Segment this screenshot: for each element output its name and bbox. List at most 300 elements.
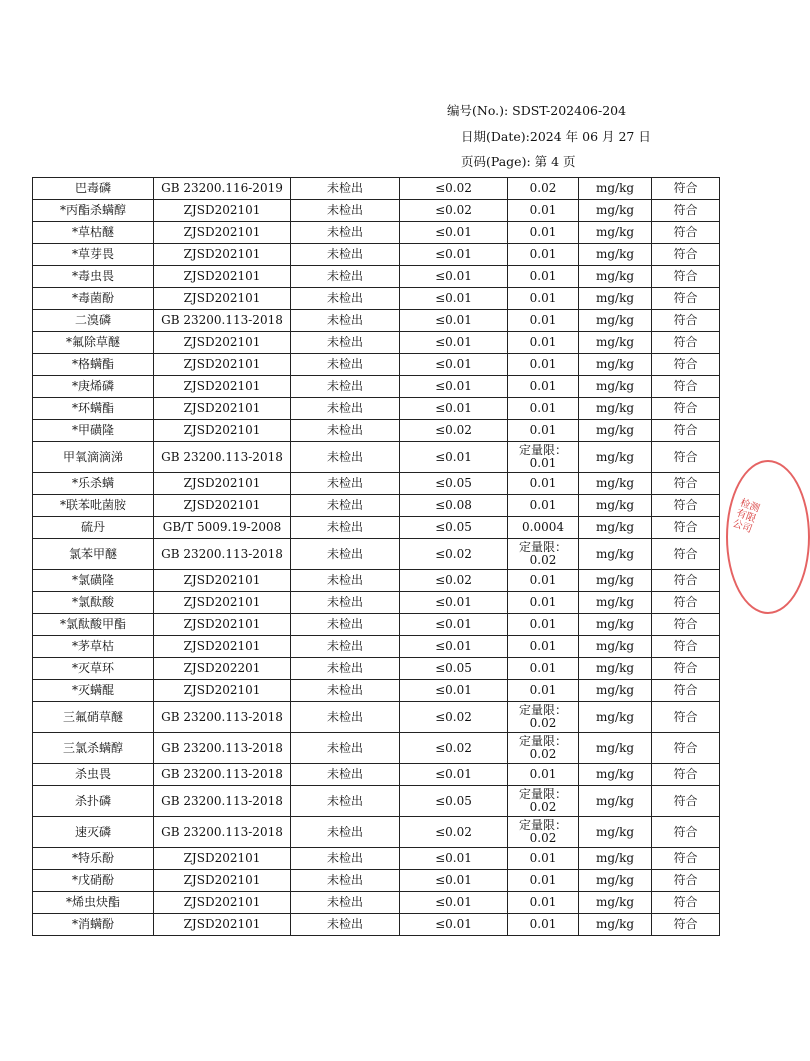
- limit-cell-text: ≤0.02: [435, 709, 472, 724]
- lod-cell-text: 定量限：: [518, 818, 567, 832]
- verdict-cell: [652, 495, 720, 517]
- method-cell: [154, 592, 291, 614]
- result-cell: [291, 870, 400, 892]
- unit-cell-text: mg/kg: [595, 520, 635, 534]
- result-cell-text: 未检出: [326, 225, 363, 239]
- method-cell-text: ZJSD202101: [183, 357, 261, 371]
- limit-cell: [400, 680, 508, 702]
- result-cell: [291, 200, 400, 222]
- limit-cell: [400, 310, 508, 332]
- lod-cell-text: 0.01: [529, 401, 557, 415]
- result-cell-text: 未检出: [326, 709, 363, 724]
- result-cell-text: 未检出: [326, 269, 363, 283]
- limit-cell: [400, 376, 508, 398]
- result-cell: [291, 398, 400, 420]
- result-cell-text: 未检出: [326, 476, 363, 490]
- item-name-cell: [33, 178, 154, 200]
- result-cell-text: 未检出: [326, 379, 363, 393]
- verdict-cell-text: 符合: [673, 767, 698, 781]
- result-cell-text: 未检出: [326, 767, 363, 781]
- verdict-cell: [652, 817, 720, 848]
- unit-cell-text: mg/kg: [595, 917, 635, 931]
- lod-cell-text: 0.01: [529, 873, 557, 887]
- lod-cell-text: 0.01: [529, 895, 557, 909]
- lod-cell-text: 0.01: [529, 423, 557, 437]
- table-row: [33, 420, 720, 442]
- verdict-cell: [652, 200, 720, 222]
- unit-cell: [579, 539, 652, 570]
- verdict-cell: [652, 892, 720, 914]
- table-row: [33, 848, 720, 870]
- table-row: [33, 376, 720, 398]
- unit-cell-text: mg/kg: [595, 709, 635, 724]
- item-name-cell: [33, 473, 154, 495]
- verdict-cell-text: 符合: [673, 498, 698, 512]
- lod-cell-text: 0.01: [529, 379, 557, 393]
- lod-cell: [508, 244, 579, 266]
- method-cell: [154, 786, 291, 817]
- limit-cell-text: ≤0.01: [435, 767, 472, 781]
- method-cell-text: GB/T 5009.19-2008: [162, 520, 282, 534]
- limit-cell-text: ≤0.01: [435, 401, 472, 415]
- table-row: [33, 658, 720, 680]
- limit-cell: [400, 266, 508, 288]
- method-cell: [154, 398, 291, 420]
- result-cell: [291, 914, 400, 936]
- unit-cell-text: mg/kg: [595, 247, 635, 261]
- result-cell: [291, 222, 400, 244]
- result-cell-text: 未检出: [326, 683, 363, 697]
- item-name-cell: [33, 539, 154, 570]
- unit-cell: [579, 266, 652, 288]
- item-name-cell-text: *灭螨醌: [71, 683, 114, 697]
- result-cell-text: 未检出: [326, 357, 363, 371]
- limit-cell-text: ≤0.05: [435, 476, 472, 490]
- result-cell-text: 未检出: [326, 824, 363, 839]
- method-cell: [154, 636, 291, 658]
- verdict-cell-text: 符合: [673, 423, 698, 437]
- result-cell-text: 未检出: [326, 520, 363, 534]
- verdict-cell: [652, 244, 720, 266]
- lod-cell-text: 0.01: [529, 573, 557, 587]
- limit-cell-text: ≤0.02: [435, 423, 472, 437]
- result-cell-text: 未检出: [326, 573, 363, 587]
- item-name-cell-text: *氯磺隆: [71, 573, 114, 587]
- limit-cell-text: ≤0.01: [435, 269, 472, 283]
- result-cell-text: 未检出: [326, 793, 363, 808]
- limit-cell: [400, 517, 508, 539]
- lod-cell: [508, 354, 579, 376]
- unit-cell-text: mg/kg: [595, 683, 635, 697]
- method-cell-text: ZJSD202201: [183, 661, 261, 675]
- limit-cell-text: ≤0.01: [435, 683, 472, 697]
- method-cell: [154, 733, 291, 764]
- unit-cell-text: mg/kg: [595, 269, 635, 283]
- limit-cell-text: ≤0.01: [435, 873, 472, 887]
- verdict-cell: [652, 764, 720, 786]
- result-cell: [291, 473, 400, 495]
- item-name-cell-text: *丙酯杀螨醇: [59, 203, 126, 217]
- result-cell-text: 未检出: [326, 740, 363, 755]
- item-name-cell: [33, 310, 154, 332]
- limit-cell: [400, 398, 508, 420]
- table-row: [33, 354, 720, 376]
- table-row: [33, 592, 720, 614]
- item-name-cell: [33, 733, 154, 764]
- lod-cell-text: 0.01: [529, 247, 557, 261]
- method-cell: [154, 473, 291, 495]
- unit-cell-text: mg/kg: [595, 203, 635, 217]
- limit-cell-text: ≤0.01: [435, 335, 472, 349]
- item-name-cell: [33, 702, 154, 733]
- unit-cell-text: mg/kg: [595, 824, 635, 839]
- lod-cell: [508, 178, 579, 200]
- method-cell: [154, 680, 291, 702]
- verdict-cell-text: 符合: [673, 824, 698, 839]
- limit-cell-text: ≤0.01: [435, 379, 472, 393]
- unit-cell: [579, 786, 652, 817]
- item-name-cell: [33, 892, 154, 914]
- item-name-cell: [33, 495, 154, 517]
- verdict-cell: [652, 517, 720, 539]
- method-cell: [154, 539, 291, 570]
- method-cell-text: ZJSD202101: [183, 291, 261, 305]
- lod-cell-text: 0.01: [529, 767, 557, 781]
- unit-cell-text: mg/kg: [595, 573, 635, 587]
- limit-cell-text: ≤0.01: [435, 225, 472, 239]
- item-name-cell-text: *乐杀螨: [71, 476, 114, 490]
- unit-cell-text: mg/kg: [595, 546, 635, 561]
- method-cell-text: ZJSD202101: [183, 379, 261, 393]
- verdict-cell-text: 符合: [673, 661, 698, 675]
- verdict-cell: [652, 658, 720, 680]
- method-cell: [154, 244, 291, 266]
- unit-cell-text: mg/kg: [595, 476, 635, 490]
- verdict-cell: [652, 354, 720, 376]
- lod-cell: [508, 398, 579, 420]
- table-row: [33, 539, 720, 570]
- verdict-cell: [652, 733, 720, 764]
- limit-cell-text: ≤0.08: [435, 498, 472, 512]
- unit-cell: [579, 892, 652, 914]
- method-cell-text: GB 23200.113-2018: [161, 793, 283, 808]
- item-name-cell: [33, 658, 154, 680]
- lod-value-text: 0.02: [529, 553, 557, 567]
- item-name-cell-text: *毒虫畏: [71, 269, 114, 283]
- result-cell: [291, 495, 400, 517]
- item-name-cell: [33, 614, 154, 636]
- method-cell-text: ZJSD202101: [183, 617, 261, 631]
- lod-cell-text: 0.01: [529, 851, 557, 865]
- limit-cell: [400, 354, 508, 376]
- result-cell: [291, 288, 400, 310]
- unit-cell-text: mg/kg: [595, 617, 635, 631]
- verdict-cell: [652, 848, 720, 870]
- verdict-cell-text: 符合: [673, 335, 698, 349]
- limit-cell-text: ≤0.01: [435, 247, 472, 261]
- unit-cell: [579, 200, 652, 222]
- limit-cell-text: ≤0.01: [435, 595, 472, 609]
- lod-cell-text: 0.01: [529, 595, 557, 609]
- unit-cell-text: mg/kg: [595, 895, 635, 909]
- lod-cell-text: 0.01: [529, 917, 557, 931]
- result-cell: [291, 539, 400, 570]
- lod-cell-text: 0.01: [529, 335, 557, 349]
- result-cell: [291, 517, 400, 539]
- report-date: 日期(Date):2024 年 06 月 27 日: [461, 129, 651, 144]
- method-cell-text: GB 23200.113-2018: [161, 313, 283, 327]
- result-cell-text: 未检出: [326, 423, 363, 437]
- method-cell: [154, 517, 291, 539]
- method-cell: [154, 354, 291, 376]
- unit-cell: [579, 680, 652, 702]
- item-name-cell-text: 杀扑磷: [74, 793, 111, 808]
- unit-cell-text: mg/kg: [595, 740, 635, 755]
- verdict-cell-text: 符合: [673, 917, 698, 931]
- unit-cell: [579, 517, 652, 539]
- verdict-cell: [652, 680, 720, 702]
- verdict-cell-text: 符合: [673, 476, 698, 490]
- limit-cell: [400, 658, 508, 680]
- result-cell: [291, 178, 400, 200]
- lod-cell: [508, 658, 579, 680]
- result-cell: [291, 636, 400, 658]
- lod-cell-text: 0.01: [529, 661, 557, 675]
- verdict-cell: [652, 178, 720, 200]
- lod-value-text: 0.02: [529, 747, 557, 761]
- limit-cell-text: ≤0.05: [435, 661, 472, 675]
- table-row: [33, 222, 720, 244]
- item-name-cell: [33, 288, 154, 310]
- table-row: [33, 680, 720, 702]
- method-cell-text: ZJSD202101: [183, 247, 261, 261]
- lod-cell: [508, 200, 579, 222]
- unit-cell-text: mg/kg: [595, 291, 635, 305]
- lod-cell-text: 0.01: [529, 683, 557, 697]
- verdict-cell-text: 符合: [673, 546, 698, 561]
- table-row: [33, 495, 720, 517]
- unit-cell-text: mg/kg: [595, 595, 635, 609]
- method-cell-text: ZJSD202101: [183, 269, 261, 283]
- verdict-cell-text: 符合: [673, 683, 698, 697]
- company-seal: [726, 460, 810, 614]
- unit-cell-text: mg/kg: [595, 379, 635, 393]
- method-cell: [154, 817, 291, 848]
- lod-cell: [508, 733, 579, 764]
- result-cell: [291, 244, 400, 266]
- result-cell-text: 未检出: [326, 661, 363, 675]
- table-row: [33, 517, 720, 539]
- page-number: 页码(Page): 第 4 页: [461, 154, 576, 169]
- item-name-cell-text: *茅草枯: [71, 639, 114, 653]
- item-name-cell: [33, 266, 154, 288]
- unit-cell-text: mg/kg: [595, 639, 635, 653]
- lod-cell-text: 0.01: [529, 291, 557, 305]
- table-row: [33, 442, 720, 473]
- lod-cell: [508, 680, 579, 702]
- method-cell: [154, 658, 291, 680]
- verdict-cell-text: 符合: [673, 449, 698, 464]
- item-name-cell-text: 杀虫畏: [74, 767, 111, 781]
- lod-cell-text: 0.01: [529, 639, 557, 653]
- method-cell: [154, 266, 291, 288]
- result-cell: [291, 266, 400, 288]
- limit-cell-text: ≤0.02: [435, 573, 472, 587]
- result-cell: [291, 592, 400, 614]
- lod-value-text: 0.02: [529, 800, 557, 814]
- lod-cell: [508, 848, 579, 870]
- lod-cell: [508, 539, 579, 570]
- lod-cell: [508, 332, 579, 354]
- lod-cell: [508, 222, 579, 244]
- limit-cell: [400, 892, 508, 914]
- method-cell-text: GB 23200.116-2019: [161, 181, 283, 195]
- item-name-cell-text: *甲磺隆: [71, 423, 114, 437]
- method-cell: [154, 764, 291, 786]
- result-cell: [291, 420, 400, 442]
- unit-cell: [579, 222, 652, 244]
- table-row: [33, 200, 720, 222]
- item-name-cell-text: 硫丹: [80, 520, 105, 534]
- unit-cell: [579, 310, 652, 332]
- unit-cell: [579, 354, 652, 376]
- lod-cell: [508, 636, 579, 658]
- table-row: [33, 244, 720, 266]
- verdict-cell: [652, 702, 720, 733]
- unit-cell: [579, 614, 652, 636]
- unit-cell-text: mg/kg: [595, 401, 635, 415]
- lod-cell: [508, 495, 579, 517]
- item-name-cell: [33, 420, 154, 442]
- limit-cell: [400, 288, 508, 310]
- limit-cell: [400, 222, 508, 244]
- lod-cell: [508, 266, 579, 288]
- result-cell: [291, 442, 400, 473]
- limit-cell: [400, 570, 508, 592]
- unit-cell-text: mg/kg: [595, 793, 635, 808]
- result-cell-text: 未检出: [326, 335, 363, 349]
- verdict-cell-text: 符合: [673, 225, 698, 239]
- lod-cell-text: 定量限：: [518, 734, 567, 748]
- verdict-cell: [652, 592, 720, 614]
- limit-cell: [400, 786, 508, 817]
- verdict-cell: [652, 376, 720, 398]
- method-cell: [154, 702, 291, 733]
- unit-cell: [579, 178, 652, 200]
- limit-cell-text: ≤0.02: [435, 181, 472, 195]
- result-cell: [291, 614, 400, 636]
- lod-cell: [508, 702, 579, 733]
- result-cell: [291, 764, 400, 786]
- lod-cell: [508, 592, 579, 614]
- lod-value-text: 0.02: [529, 716, 557, 730]
- lod-cell-text: 0.01: [529, 225, 557, 239]
- unit-cell: [579, 420, 652, 442]
- lod-cell: [508, 442, 579, 473]
- unit-cell-text: mg/kg: [595, 181, 635, 195]
- lod-cell-text: 0.01: [529, 498, 557, 512]
- limit-cell: [400, 244, 508, 266]
- table-row: [33, 398, 720, 420]
- verdict-cell-text: 符合: [673, 357, 698, 371]
- item-name-cell: [33, 848, 154, 870]
- method-cell: [154, 376, 291, 398]
- limit-cell: [400, 636, 508, 658]
- method-cell-text: ZJSD202101: [183, 851, 261, 865]
- result-cell: [291, 733, 400, 764]
- method-cell: [154, 200, 291, 222]
- lod-cell: [508, 914, 579, 936]
- unit-cell: [579, 288, 652, 310]
- method-cell-text: ZJSD202101: [183, 423, 261, 437]
- lod-cell: [508, 288, 579, 310]
- item-name-cell-text: *毒菌酚: [71, 291, 114, 305]
- lod-cell-text: 0.01: [529, 269, 557, 283]
- item-name-cell-text: *戊硝酚: [71, 873, 114, 887]
- limit-cell: [400, 420, 508, 442]
- item-name-cell-text: *草枯醚: [71, 225, 114, 239]
- result-cell-text: 未检出: [326, 546, 363, 561]
- limit-cell: [400, 614, 508, 636]
- unit-cell: [579, 733, 652, 764]
- result-cell-text: 未检出: [326, 401, 363, 415]
- lod-cell: [508, 870, 579, 892]
- result-cell-text: 未检出: [326, 851, 363, 865]
- lod-cell-text: 0.01: [529, 313, 557, 327]
- unit-cell: [579, 636, 652, 658]
- lod-cell-text: 0.02: [529, 181, 557, 195]
- unit-cell: [579, 658, 652, 680]
- limit-cell: [400, 848, 508, 870]
- item-name-cell-text: *灭草环: [71, 661, 114, 675]
- unit-cell: [579, 495, 652, 517]
- verdict-cell: [652, 420, 720, 442]
- limit-cell: [400, 592, 508, 614]
- item-name-cell: [33, 376, 154, 398]
- table-row: [33, 914, 720, 936]
- result-cell: [291, 680, 400, 702]
- verdict-cell: [652, 398, 720, 420]
- item-name-cell: [33, 817, 154, 848]
- verdict-cell: [652, 266, 720, 288]
- item-name-cell: [33, 764, 154, 786]
- method-cell: [154, 442, 291, 473]
- verdict-cell: [652, 636, 720, 658]
- verdict-cell-text: 符合: [673, 895, 698, 909]
- item-name-cell-text: 巴毒磷: [74, 181, 111, 195]
- item-name-cell-text: *氯酞酸: [71, 595, 114, 609]
- item-name-cell-text: *格螨酯: [71, 357, 114, 371]
- limit-cell-text: ≤0.01: [435, 639, 472, 653]
- result-cell-text: 未检出: [326, 895, 363, 909]
- item-name-cell-text: *庚烯磷: [71, 379, 114, 393]
- item-name-cell: [33, 442, 154, 473]
- item-name-cell-text: 三氯杀螨醇: [62, 740, 123, 755]
- result-cell-text: 未检出: [326, 449, 363, 464]
- item-name-cell-text: *联苯吡菌胺: [59, 498, 126, 512]
- verdict-cell-text: 符合: [673, 851, 698, 865]
- results-table-body: [33, 178, 720, 936]
- unit-cell-text: mg/kg: [595, 661, 635, 675]
- unit-cell: [579, 244, 652, 266]
- item-name-cell-text: 速灭磷: [74, 824, 111, 839]
- lod-cell-text: 定量限：: [518, 703, 567, 717]
- unit-cell-text: mg/kg: [595, 449, 635, 464]
- item-name-cell-text: *消螨酚: [71, 917, 114, 931]
- limit-cell: [400, 178, 508, 200]
- limit-cell: [400, 702, 508, 733]
- limit-cell-text: ≤0.01: [435, 291, 472, 305]
